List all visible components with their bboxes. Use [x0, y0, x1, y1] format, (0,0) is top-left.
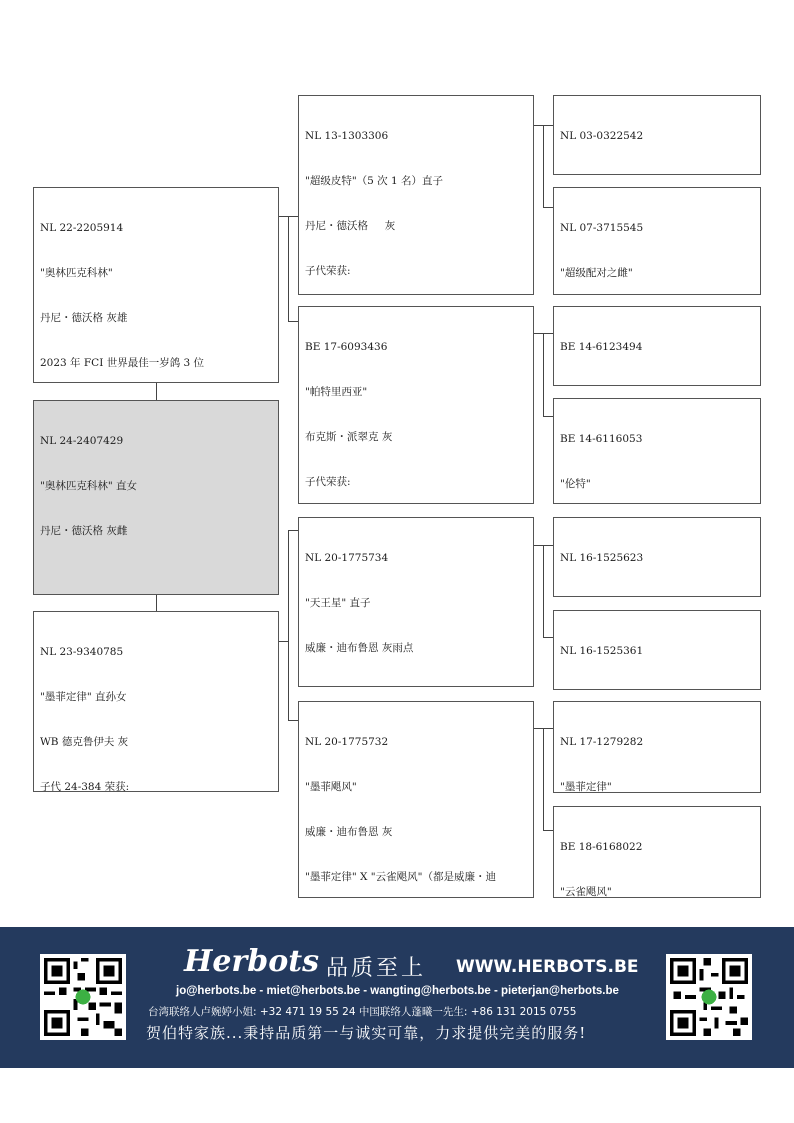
email-list[interactable]: jo@herbots.be - miet@herbots.be - wangting@herbots.be - pieterjan@herbots.be: [176, 985, 619, 997]
info-line: 丹尼・德沃格 灰雌: [40, 525, 128, 537]
wechat-qr-icon: [670, 958, 748, 1036]
sire-sire-dam-card: [553, 187, 761, 295]
ring-number: NL 16-1525623: [560, 552, 644, 564]
info-line: 2023 年 FCI 世界最佳一岁鸽 3 位: [40, 357, 205, 369]
qr-code-right[interactable]: [666, 954, 752, 1040]
info-line: "奥林匹克科林": [40, 267, 113, 279]
ring-number: NL 20-1775734: [305, 552, 389, 564]
subject-card: [33, 400, 279, 595]
connector: [543, 830, 553, 831]
connector: [543, 416, 553, 417]
connector: [288, 720, 298, 721]
info-line: [560, 174, 754, 175]
info-line: 威廉・迪布鲁恩 灰雨点: [305, 642, 414, 654]
connector: [288, 321, 298, 322]
info-line: [560, 596, 754, 597]
connector: [288, 530, 298, 531]
ring-number: BE 14-6116053: [560, 433, 643, 445]
info-line: "伦特": [560, 478, 591, 490]
info-line: [560, 385, 754, 386]
dam-dam-dam-card: [553, 806, 761, 898]
sire-dam-card: [298, 306, 534, 504]
info-line: 子代荣获:: [305, 265, 351, 277]
sire-sire-card: [298, 95, 534, 295]
connector: [543, 207, 553, 208]
contact-phones: 台湾联络人卢婉婷小姐: +32 471 19 55 24 中国联络人蓬曦一先生: +86 131 2015 0755: [148, 1006, 577, 1018]
ring-number: NL 17-1279282: [560, 736, 644, 748]
ring-number: NL 20-1775732: [305, 736, 389, 748]
connector: [543, 545, 544, 637]
info-line: "超级皮特"（5 次 1 名）直子: [305, 175, 444, 187]
connector: [543, 125, 544, 207]
ring-number: NL 03-0322542: [560, 130, 644, 142]
ring-number: NL 16-1525361: [560, 645, 644, 657]
connector: [288, 530, 289, 720]
slogan: 品质至上: [326, 956, 427, 981]
ring-number: NL 24-2407429: [40, 435, 124, 447]
info-line: 布克斯・派翠克 灰: [305, 431, 393, 443]
ring-number: NL 22-2205914: [40, 222, 124, 234]
info-line: "奥林匹克科林" 直女: [40, 480, 137, 492]
connector: [156, 383, 157, 400]
qr-code-left[interactable]: [40, 954, 126, 1040]
ring-number: NL 07-3715545: [560, 222, 644, 234]
info-line: "云雀飓风": [560, 886, 612, 898]
ring-number: BE 14-6123494: [560, 341, 643, 353]
connector: [543, 728, 544, 830]
info-line: "墨菲飓风": [305, 781, 357, 793]
dam-dam-card: [298, 701, 534, 898]
dam-sire-card: [298, 517, 534, 687]
connector: [543, 333, 544, 416]
info-line: "超级配对之雌": [560, 267, 633, 279]
info-line: "墨菲定律": [560, 781, 612, 793]
connector: [156, 595, 157, 611]
connector: [288, 216, 289, 321]
info-line: [305, 686, 527, 687]
qr-code-icon: [44, 958, 122, 1036]
info-line: 威廉・迪布鲁恩 灰: [305, 826, 393, 838]
info-line: "墨菲定律" 直孙女: [40, 691, 127, 703]
sire-sire-sire-card: [553, 95, 761, 175]
ring-number: BE 18-6168022: [560, 841, 643, 853]
sire-dam-dam-card: [553, 398, 761, 504]
info-line: 子代荣获:: [305, 476, 351, 488]
info-line: 丹尼・德沃格 灰雄: [40, 312, 128, 324]
info-line: [560, 689, 754, 690]
info-line: 子代 24-384 荣获:: [40, 781, 130, 792]
website-link[interactable]: WWW.HERBOTS.BE: [456, 957, 639, 977]
info-line: "天王星" 直子: [305, 597, 371, 609]
dam-sire-sire-card: [553, 517, 761, 597]
connector: [543, 637, 553, 638]
info-line: 丹尼・德沃格 灰: [305, 220, 396, 232]
ring-number: BE 17-6093436: [305, 341, 388, 353]
sire-card: [33, 187, 279, 383]
info-line: "墨菲定律" X "云雀飓风"（都是威廉・迪: [305, 871, 496, 883]
ring-number: NL 23-9340785: [40, 646, 124, 658]
info-line: "帕特里西亚": [305, 386, 368, 398]
ring-number: NL 13-1303306: [305, 130, 389, 142]
dam-card: [33, 611, 279, 792]
brand-logo: Herbots: [184, 944, 319, 979]
dam-sire-dam-card: [553, 610, 761, 690]
sire-dam-sire-card: [553, 306, 761, 386]
footer-banner: [0, 927, 794, 1068]
motto: 贺伯特家族...秉持品质第一与诚实可靠，力求提供完美的服务!: [146, 1024, 587, 1042]
info-line: WB 德克鲁伊夫 灰: [40, 736, 129, 748]
dam-dam-sire-card: [553, 701, 761, 793]
